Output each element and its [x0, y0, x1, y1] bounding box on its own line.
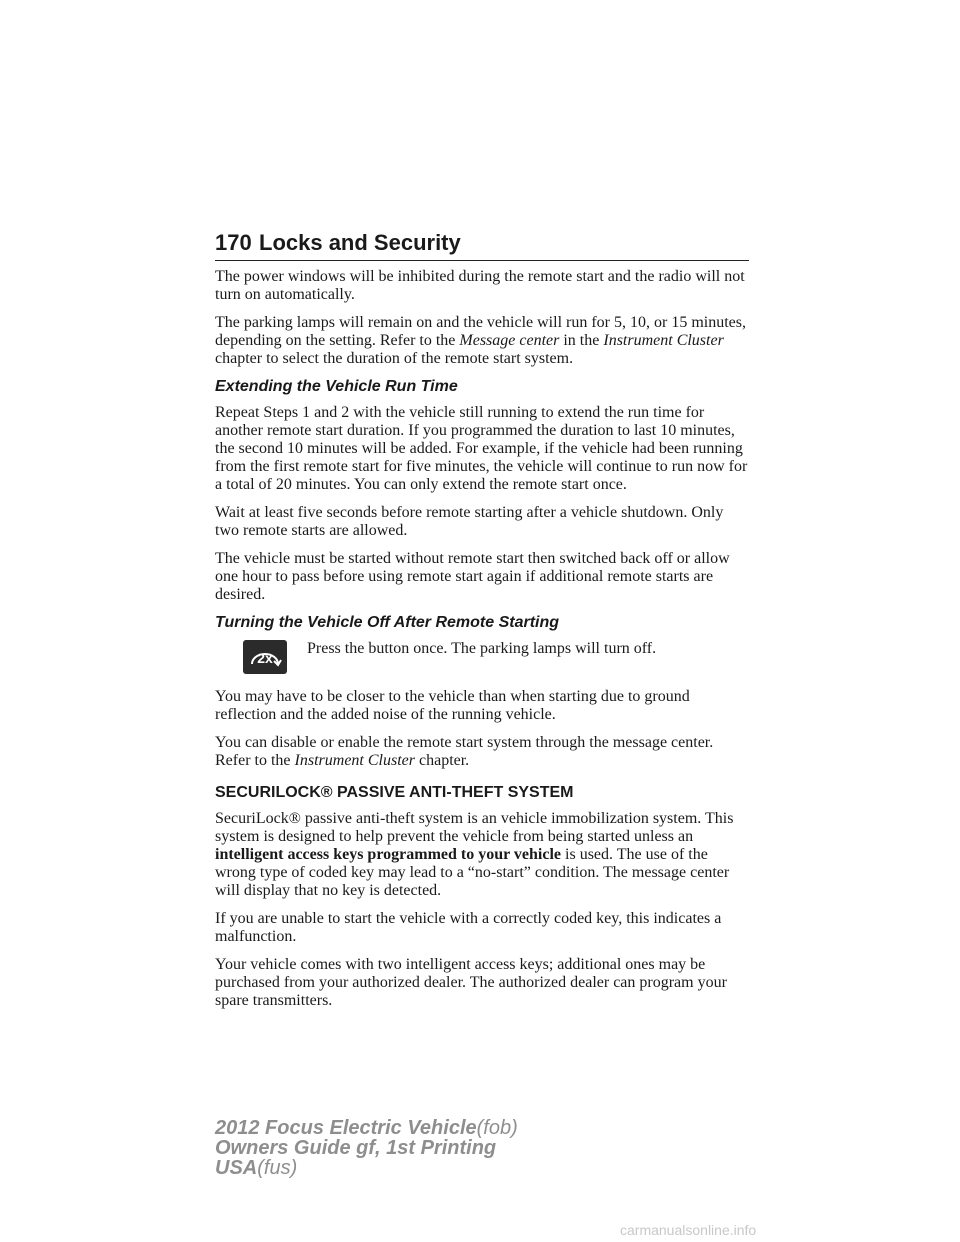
text-segment: You can disable or enable the remote start system through the message center. Refer to the [215, 734, 714, 769]
text-segment: chapter to select the duration of the remote start system. [215, 350, 574, 367]
footer-code: (fob) [476, 1117, 518, 1139]
remote-start-2x-icon [243, 640, 287, 674]
section-heading-securilock: SECURILOCK® PASSIVE ANTI-THEFT SYSTEM [215, 784, 574, 801]
footer-market: USA [215, 1157, 258, 1179]
icon-instruction-row [215, 640, 749, 678]
reference-instrument-cluster: Instrument Cluster [294, 752, 415, 769]
footer-line-2: Owners Guide gf, 1st Printing [215, 1137, 497, 1159]
text-segment: SecuriLock® passive anti-theft system is an vehicle immobilization system. This system is designed to help prevent the vehicle from being started unless an [215, 810, 734, 845]
paragraph-securilock [215, 810, 749, 900]
text-segment: chapter. [414, 752, 470, 769]
reference-instrument-cluster: Instrument Cluster [603, 332, 724, 349]
page-number: 170 [215, 230, 252, 255]
subheading-turning-off: Turning the Vehicle Off After Remote Starting [215, 614, 560, 631]
paragraph-power-windows: The power windows will be inhibited during the remote start and the radio will not turn on automatically. [215, 268, 745, 303]
paragraph-parking-lamps [215, 314, 749, 368]
footer-code: (fus) [257, 1157, 298, 1179]
text-segment: The parking lamps will remain on and the vehicle will run for 5, 10, or 15 minutes, depending on the setting. Refer to the [215, 314, 746, 349]
paragraph-started-without-remote: The vehicle must be started without remote start then switched back off or allow one hour to pass before using remote start again if additional remote starts are desired. [215, 550, 730, 603]
footer-line-1 [215, 1118, 615, 1138]
text-segment: is used. The use of the wrong type of coded key may lead to a “no-start” condition. The message center will display that no key is detected. [215, 846, 730, 899]
paragraph-repeat-steps: Repeat Steps 1 and 2 with the vehicle still running to extend the run time for another remote start duration. If you programmed the duration to last 10 minutes, the second 10 minutes will be added. For example, if the vehicle had been running from the first remote start for five minutes, the vehicle will continue to run now for a total of 20 minutes. You can only extend the remote start once. [215, 404, 748, 493]
icon-instruction-text: Press the button once. The parking lamps will turn off. [307, 640, 657, 657]
paragraph-access-keys: Your vehicle comes with two intelligent access keys; additional ones may be purchased from your authorized dealer. The authorized dealer can program your spare transmitters. [215, 956, 727, 1009]
page-footer [215, 1118, 615, 1178]
subheading-extending-run-time: Extending the Vehicle Run Time [215, 378, 458, 395]
paragraph-malfunction: If you are unable to start the vehicle with a correctly coded key, this indicates a malfunction. [215, 910, 722, 945]
paragraph-wait: Wait at least five seconds before remote starting after a vehicle shutdown. Only two remote starts are allowed. [215, 504, 724, 539]
icon-label: 2x [257, 650, 273, 666]
circular-arrow-icon [245, 642, 285, 672]
chapter-title: Locks and Security [259, 230, 461, 255]
page-content [215, 268, 749, 1010]
paragraph-disable-enable [215, 734, 749, 770]
watermark: carmanualsonline.info [620, 1222, 757, 1238]
footer-line-3 [215, 1158, 615, 1178]
page-header [215, 226, 749, 261]
text-segment: in the [559, 332, 604, 349]
reference-message-center: Message center [459, 332, 560, 349]
footer-vehicle: 2012 Focus Electric Vehicle [215, 1117, 477, 1139]
paragraph-closer: You may have to be closer to the vehicle than when starting due to ground reflection and the added noise of the running vehicle. [215, 688, 690, 723]
bold-phrase: intelligent access keys programmed to your vehicle [215, 846, 562, 863]
